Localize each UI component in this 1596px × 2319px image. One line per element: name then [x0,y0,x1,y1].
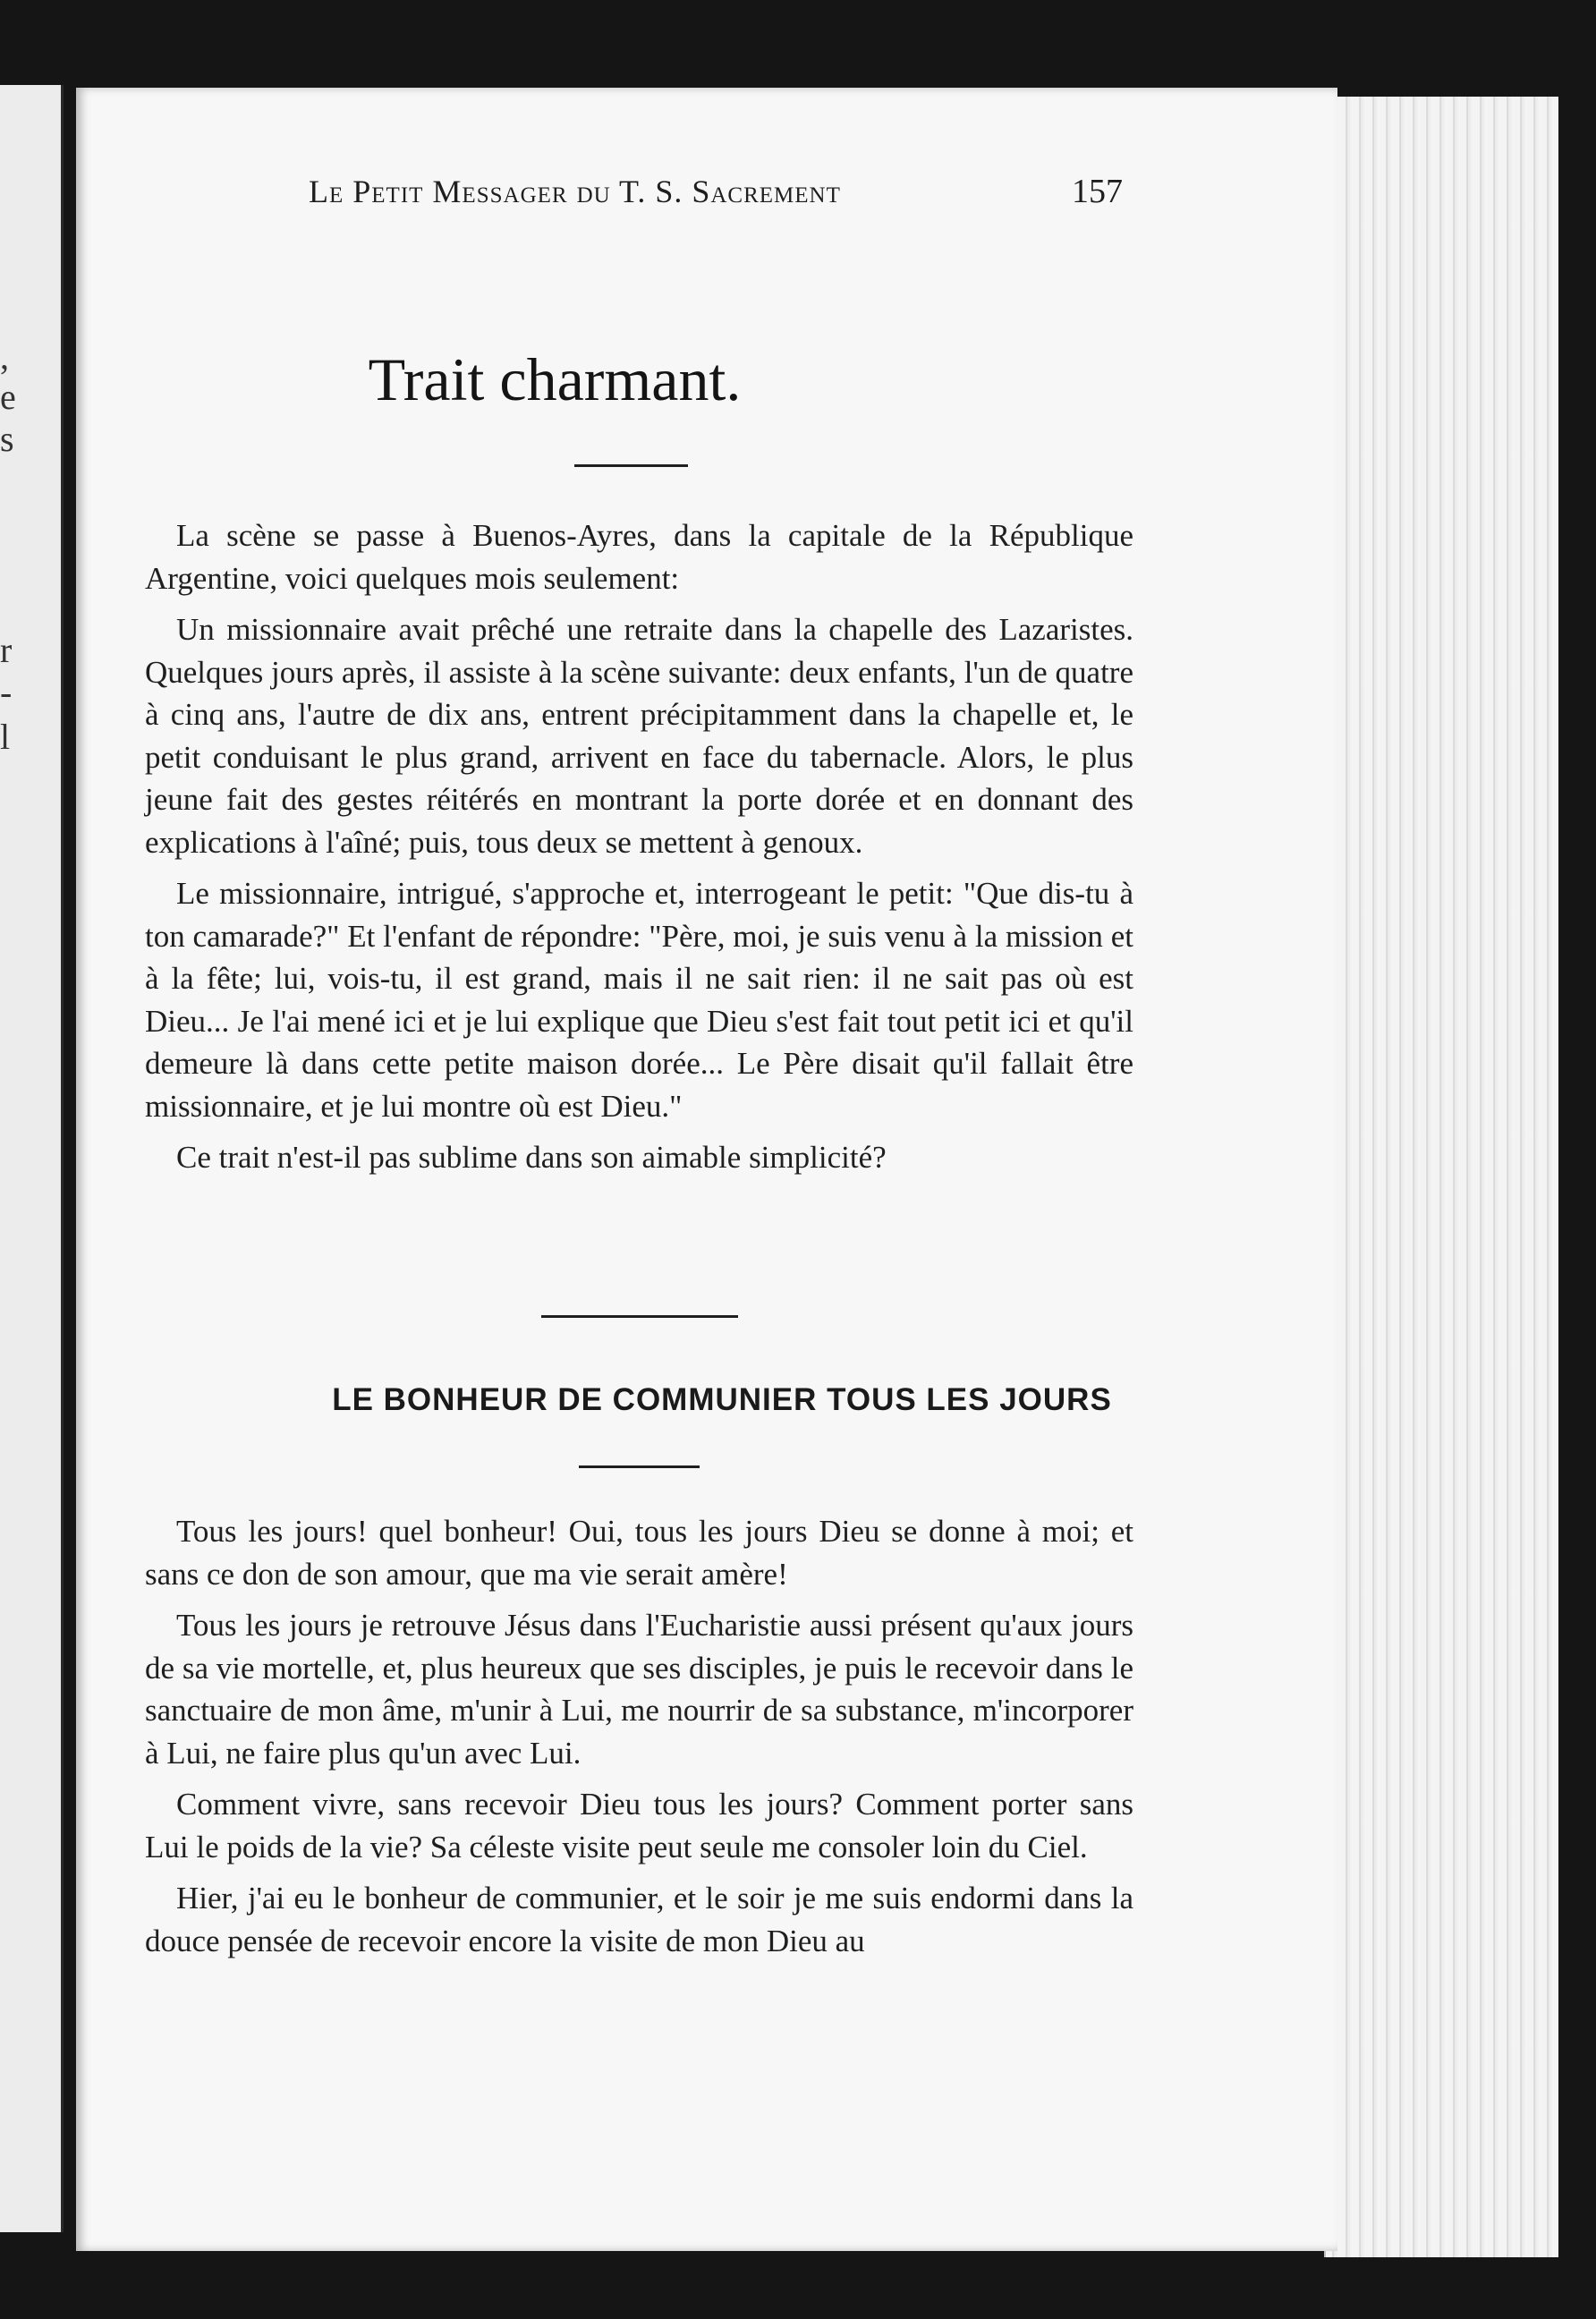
paragraph: Comment vivre, sans recevoir Dieu tous les jours? Comment porter sans Lui le poids de la vie? Sa céleste visite peut seule me consoler loin du Ciel. [145,1787,1133,1865]
title-rule [574,464,688,467]
left-page-fragment: , [0,336,9,377]
article-title: Trait charmant. [368,345,742,413]
paragraph: La scène se passe à Buenos-Ayres, dans la capitale de la République Argentine, voici quelques mois seulement: [145,518,1133,596]
section-body [145,1510,1133,1971]
page-number: 157 [1072,173,1123,210]
paragraph: Ce trait n'est-il pas sublime dans son aimable simplicité? [176,1140,887,1175]
left-page-fragment: - [0,672,13,712]
left-page-fragment: e [0,377,16,417]
left-page-fragment: r [0,630,13,670]
section-divider [541,1315,738,1318]
running-header [309,172,1123,211]
paragraph: Tous les jours! quel bonheur! Oui, tous les jours Dieu se donne à moi; et sans ce don de son amour, que ma vie serait amère! [145,1514,1133,1592]
left-page-fragment: s [0,419,14,459]
section-heading: LE BONHEUR DE COMMUNIER TOUS LES JOURS [332,1382,1112,1417]
book-page-edges [1324,97,1558,2257]
left-page-fragment: l [0,717,11,757]
paragraph: Un missionnaire avait prêché une retraite dans la chapelle des Lazaristes. Quelques jours après, il assiste à la scène suivante: deux enfants, l'un de quatre à cinq ans, l'autre de dix ans, entrent précipitamment dans la chapelle et, le petit conduisant le plus grand, arrivent en face du tabernacle. Alors, le plus jeune fait des gestes réitérés en montrant la porte dorée et en donnant des explications à l'aîné; puis, tous deux se mettent à genoux. [145,612,1133,860]
paragraph: Le missionnaire, intrigué, s'approche et, interrogeant le petit: "Que dis-tu à ton camarade?" Et l'enfant de répondre: "Père, moi, je suis venu à la mission et à la fête; lui, vois-tu, il est grand, mais il ne sait rien: il ne sait pas où est Dieu... Je l'ai mené ici et je lui explique que Dieu s'est fait tout petit ici et qu'il demeure là dans cette petite maison dorée... Le Père disait qu'il fallait être missionnaire, et je lui montre où est Dieu." [145,876,1133,1124]
running-title: Le Petit Messager du T. S. Sacrement [309,174,841,209]
paragraph: Tous les jours je retrouve Jésus dans l'Eucharistie aussi présent qu'aux jours de sa vie mortelle, et, plus heureux que ses disciples, je puis le recevoir dans le sanctuaire de mon âme, m'unir à Lui, me nourrir de sa substance, m'incorporer à Lui, ne faire plus qu'un avec Lui. [145,1608,1133,1771]
article-body [145,514,1133,1188]
heading-rule [579,1465,700,1468]
paragraph: Hier, j'ai eu le bonheur de communier, et le soir je me suis endormi dans la douce pensée de recevoir encore la visite de mon Dieu au [145,1881,1133,1958]
